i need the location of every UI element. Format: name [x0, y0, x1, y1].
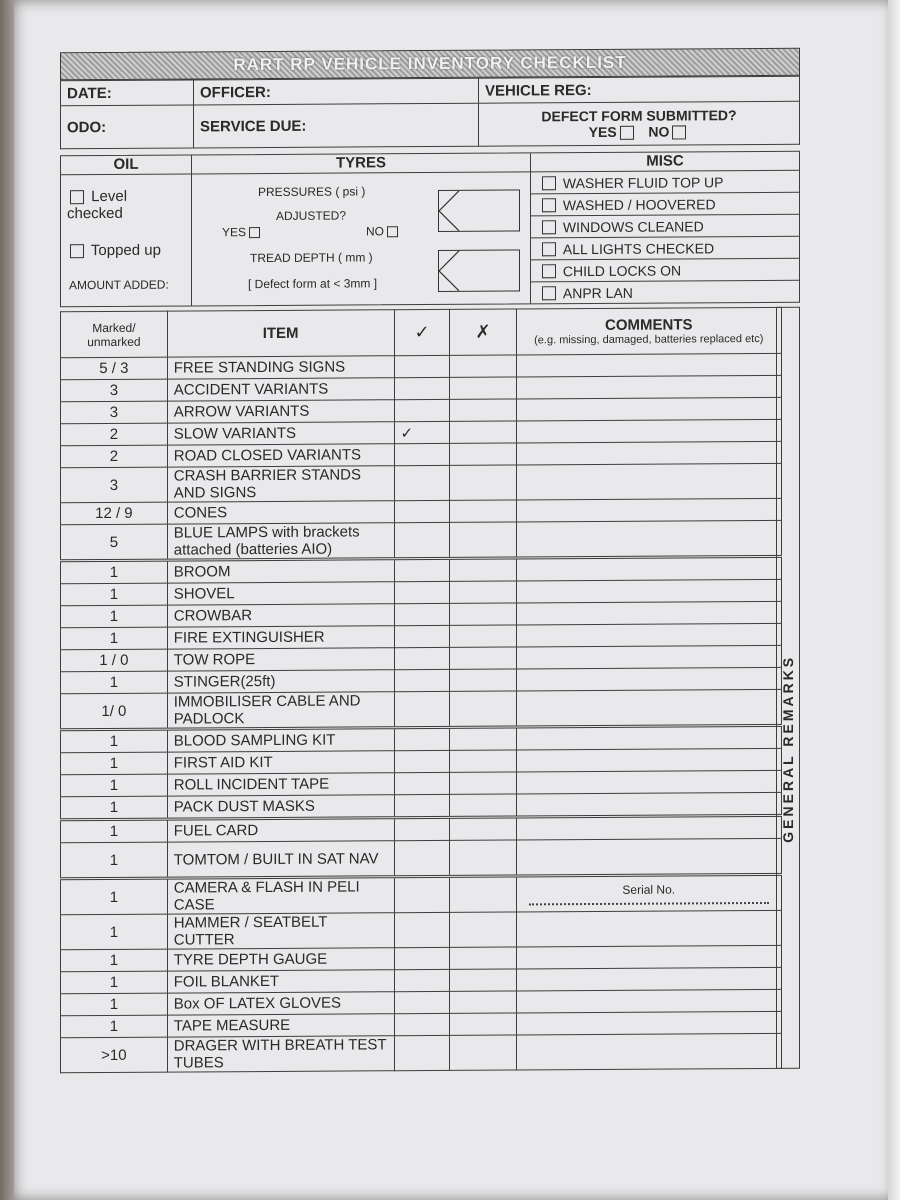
- comment-cell[interactable]: [516, 397, 781, 421]
- misc-checkbox[interactable]: [542, 242, 556, 256]
- col-marked-header: Marked/ unmarked: [61, 311, 168, 358]
- item-cell: ROLL INCIDENT TAPE: [167, 773, 394, 796]
- cross-cell[interactable]: [450, 465, 516, 500]
- cross-cell[interactable]: [450, 947, 516, 969]
- misc-checkbox[interactable]: [542, 198, 556, 212]
- qty-cell: 1: [61, 729, 168, 753]
- tick-cell[interactable]: [394, 647, 450, 669]
- col-tick-header: ✓: [394, 309, 450, 355]
- cross-cell[interactable]: [450, 817, 516, 840]
- item-cell: DRAGER WITH BREATH TEST TUBES: [167, 1036, 394, 1072]
- misc-checkbox[interactable]: [542, 264, 556, 278]
- item-cell: FUEL CARD: [167, 818, 394, 842]
- odo-field[interactable]: ODO:: [61, 105, 194, 149]
- cross-cell[interactable]: [450, 625, 516, 647]
- comment-cell[interactable]: [516, 874, 781, 912]
- misc-checkbox[interactable]: [542, 220, 556, 234]
- oil-heading: OIL: [61, 155, 191, 175]
- qty-cell: 1: [61, 627, 168, 650]
- qty-cell: 2: [61, 423, 168, 446]
- tick-cell[interactable]: [394, 581, 450, 603]
- comment-cell[interactable]: [516, 989, 781, 1013]
- tyres-section: [192, 153, 531, 305]
- tread-defect-note: [ Defect form at < 3mm ]: [248, 276, 378, 292]
- table-row: [61, 520, 782, 560]
- cross-cell[interactable]: [450, 772, 516, 794]
- misc-item-label: CHILD LOCKS ON: [562, 261, 682, 279]
- qty-cell: 1: [61, 971, 168, 994]
- comment-cell[interactable]: [516, 375, 781, 399]
- item-cell: FIRE EXTINGUISHER: [167, 626, 394, 649]
- tread-depth-label: TREAD DEPTH ( mm ): [250, 250, 373, 266]
- qty-cell: 1: [61, 842, 168, 879]
- misc-item-label: ANPR LAN: [562, 284, 633, 301]
- qty-cell: 3: [61, 467, 168, 503]
- comment-cell[interactable]: [516, 498, 781, 522]
- cross-cell[interactable]: [450, 1013, 516, 1035]
- paper-stack-edge: [888, 0, 900, 1200]
- tick-cell[interactable]: [394, 603, 450, 625]
- qty-cell: 5 / 3: [61, 357, 168, 380]
- item-cell: STINGER(25ft): [167, 670, 394, 693]
- tick-cell[interactable]: [394, 669, 450, 691]
- cross-cell[interactable]: [450, 669, 516, 691]
- tick-cell[interactable]: [394, 558, 450, 581]
- tick-cell[interactable]: [394, 1035, 450, 1070]
- qty-cell: 3: [61, 379, 168, 402]
- cross-cell[interactable]: [450, 355, 516, 377]
- tick-cell[interactable]: [394, 991, 450, 1013]
- cross-cell[interactable]: [450, 443, 516, 465]
- inventory-table-wrap: [60, 307, 796, 1073]
- cross-cell[interactable]: [450, 969, 516, 991]
- comment-cell[interactable]: [516, 353, 781, 377]
- qty-cell: 1/ 0: [61, 693, 168, 730]
- tick-cell[interactable]: [394, 443, 450, 465]
- form-title: RART RP VEHICLE INVENTORY CHECKLIST: [233, 52, 627, 75]
- cross-cell[interactable]: [450, 876, 516, 912]
- adjusted-yes-checkbox[interactable]: [249, 227, 260, 238]
- cross-cell[interactable]: [450, 912, 516, 947]
- item-cell: PACK DUST MASKS: [167, 795, 394, 819]
- comment-cell[interactable]: [516, 770, 781, 794]
- tick-cell[interactable]: [394, 876, 450, 912]
- item-cell: TYRE DEPTH GAUGE: [167, 948, 394, 971]
- car-outline-icon: [439, 190, 519, 230]
- comment-cell[interactable]: [516, 792, 781, 817]
- misc-item[interactable]: [531, 259, 799, 283]
- inventory-table: [60, 307, 782, 1073]
- comment-cell[interactable]: [516, 838, 781, 876]
- cross-cell[interactable]: [450, 603, 516, 625]
- cross-cell[interactable]: [450, 691, 516, 727]
- item-cell: SLOW VARIANTS: [167, 422, 394, 445]
- item-cell: TAPE MEASURE: [167, 1014, 394, 1037]
- qty-cell: 1: [61, 878, 168, 915]
- officer-field[interactable]: OFFICER:: [194, 78, 479, 105]
- tick-cell[interactable]: [394, 522, 450, 558]
- tick-cell[interactable]: [394, 377, 450, 399]
- item-cell: FREE STANDING SIGNS: [167, 356, 394, 379]
- comment-cell[interactable]: [516, 967, 781, 991]
- cross-cell[interactable]: [450, 647, 516, 669]
- qty-cell: 1: [61, 819, 168, 843]
- item-cell: TOW ROPE: [167, 648, 394, 671]
- misc-item[interactable]: [531, 215, 799, 239]
- tread-depth-diagram: [438, 249, 520, 292]
- misc-item-label: WINDOWS CLEANED: [562, 217, 704, 235]
- car-outline-icon: [439, 250, 519, 290]
- table-row: [61, 463, 782, 502]
- item-cell: ACCIDENT VARIANTS: [167, 378, 394, 401]
- item-cell: ARROW VARIANTS: [167, 400, 394, 423]
- comment-cell[interactable]: [516, 910, 781, 947]
- item-cell: BLUE LAMPS with brackets attached (batteries AIO): [167, 523, 394, 560]
- comment-cell[interactable]: [516, 579, 781, 603]
- qty-cell: 1: [61, 752, 168, 775]
- adjusted-label: ADJUSTED?: [276, 208, 347, 223]
- cross-cell[interactable]: [450, 840, 516, 876]
- comment-cell[interactable]: [516, 556, 781, 581]
- qty-cell: 5: [61, 524, 168, 561]
- item-cell: CONES: [167, 501, 394, 524]
- tick-cell[interactable]: [394, 399, 450, 421]
- qty-cell: 1: [61, 671, 168, 694]
- tick-cell[interactable]: [394, 840, 450, 876]
- qty-cell: 1 / 0: [61, 649, 168, 672]
- adjusted-no-label: NO: [366, 224, 384, 239]
- misc-item[interactable]: [531, 171, 799, 195]
- comment-cell[interactable]: [516, 1033, 781, 1070]
- tick-cell[interactable]: [394, 727, 450, 750]
- tick-cell[interactable]: [394, 969, 450, 991]
- item-cell: BROOM: [167, 559, 394, 583]
- qty-cell: 2: [61, 445, 168, 468]
- level-checked-checkbox[interactable]: [70, 190, 84, 204]
- col-comments-header: [516, 307, 781, 355]
- item-cell: BLOOD SAMPLING KIT: [167, 728, 394, 752]
- table-row: [61, 689, 782, 729]
- topped-up-label: Topped up: [90, 241, 161, 260]
- cross-cell[interactable]: [450, 794, 516, 817]
- item-cell: CROWBAR: [167, 604, 394, 627]
- qty-cell: 1: [61, 560, 168, 584]
- defect-form-label: DEFECT FORM SUBMITTED?: [541, 106, 737, 125]
- misc-item[interactable]: [531, 193, 799, 217]
- pressures-label: PRESSURES ( psi ): [258, 184, 366, 200]
- qty-cell: 1: [61, 774, 168, 797]
- misc-heading: MISC: [531, 152, 799, 173]
- qty-cell: 1: [61, 583, 168, 606]
- inventory-rows: [61, 353, 782, 1072]
- misc-checkbox[interactable]: [542, 286, 556, 300]
- qty-cell: 1: [61, 796, 168, 820]
- table-row: [61, 874, 782, 914]
- cross-cell[interactable]: [450, 399, 516, 421]
- defect-yes-label: YES: [588, 123, 617, 140]
- defect-yes-checkbox[interactable]: [620, 126, 634, 140]
- general-remarks-label: GENERAL REMARKS: [780, 654, 796, 843]
- tick-cell[interactable]: ✓: [394, 421, 450, 443]
- header-table: [60, 76, 800, 150]
- misc-item[interactable]: [531, 281, 799, 304]
- form-title-bar: [60, 48, 800, 81]
- checks-section: [60, 151, 800, 308]
- vehicle-reg-field[interactable]: VEHICLE REG:: [479, 76, 800, 103]
- serial-number-field[interactable]: [529, 902, 769, 905]
- tyres-heading: TYRES: [192, 153, 530, 174]
- level-checked-label: Level checked: [67, 187, 128, 223]
- item-cell: TOMTOM / BUILT IN SAT NAV: [167, 841, 394, 878]
- qty-cell: 1: [61, 1015, 168, 1038]
- col-item-header: ITEM: [167, 310, 394, 357]
- cross-cell[interactable]: [450, 522, 516, 558]
- date-field[interactable]: DATE:: [61, 80, 194, 106]
- cross-cell[interactable]: [450, 1035, 516, 1070]
- item-cell: CRASH BARRIER STANDS AND SIGNS: [167, 466, 394, 502]
- defect-form-cell: [479, 101, 800, 146]
- tick-cell[interactable]: [394, 772, 450, 794]
- tick-cell[interactable]: [394, 817, 450, 840]
- cross-cell[interactable]: [450, 421, 516, 443]
- item-cell: CAMERA & FLASH IN PELI CASE: [167, 877, 394, 914]
- comment-cell[interactable]: [516, 689, 781, 727]
- cross-cell[interactable]: [450, 750, 516, 772]
- adjusted-yes-label: YES: [222, 225, 247, 240]
- table-row: [61, 1033, 782, 1072]
- misc-checkbox[interactable]: [542, 176, 556, 190]
- service-due-field[interactable]: SERVICE DUE:: [194, 103, 479, 148]
- item-cell: FIRST AID KIT: [167, 751, 394, 774]
- cross-cell[interactable]: [450, 558, 516, 581]
- cross-cell[interactable]: [450, 581, 516, 603]
- comment-cell[interactable]: [516, 645, 781, 669]
- qty-cell: 1: [61, 605, 168, 628]
- oil-section: [61, 155, 192, 306]
- col-cross-header: ✗: [450, 309, 516, 355]
- amount-added-label: AMOUNT ADDED:: [69, 277, 169, 293]
- misc-item-label: WASHER FLUID TOP UP: [562, 173, 724, 191]
- comment-cell[interactable]: [516, 623, 781, 647]
- qty-cell: 3: [61, 401, 168, 424]
- item-cell: Box OF LATEX GLOVES: [167, 992, 394, 1015]
- comment-cell[interactable]: [516, 601, 781, 625]
- qty-cell: >10: [61, 1037, 168, 1073]
- item-cell: FOIL BLANKET: [167, 970, 394, 993]
- inventory-checklist-form: [60, 48, 800, 1074]
- tick-cell[interactable]: [394, 1013, 450, 1035]
- comment-cell[interactable]: [516, 945, 781, 969]
- cross-cell[interactable]: [450, 377, 516, 399]
- general-remarks-column[interactable]: [776, 307, 800, 1069]
- comment-cell[interactable]: [516, 1011, 781, 1035]
- misc-section: [531, 152, 799, 304]
- comment-cell[interactable]: [516, 815, 781, 840]
- table-row: [61, 910, 782, 949]
- comment-cell[interactable]: [516, 463, 781, 500]
- qty-cell: 1: [61, 993, 168, 1016]
- comment-cell[interactable]: [516, 441, 781, 465]
- topped-up-checkbox[interactable]: [70, 244, 84, 258]
- misc-item-label: ALL LIGHTS CHECKED: [562, 239, 715, 257]
- comment-cell[interactable]: [516, 520, 781, 558]
- serial-number-label: Serial No.: [622, 882, 676, 897]
- tick-cell[interactable]: [394, 500, 450, 522]
- qty-cell: 1: [61, 949, 168, 972]
- tick-cell[interactable]: [394, 355, 450, 377]
- item-cell: SHOVEL: [167, 582, 394, 605]
- comments-title: COMMENTS: [605, 316, 693, 334]
- table-row: [61, 838, 782, 878]
- qty-cell: 12 / 9: [61, 502, 168, 525]
- defect-no-label: NO: [648, 123, 670, 140]
- misc-item[interactable]: [531, 237, 799, 261]
- tick-cell[interactable]: [394, 465, 450, 500]
- adjusted-no-checkbox[interactable]: [387, 227, 398, 238]
- cross-cell[interactable]: [450, 500, 516, 522]
- tick-cell[interactable]: [394, 947, 450, 969]
- tyre-pressure-diagram: [438, 189, 520, 232]
- tick-cell[interactable]: [394, 912, 450, 947]
- comment-cell[interactable]: [516, 667, 781, 691]
- comment-cell[interactable]: [516, 725, 781, 750]
- cross-cell[interactable]: [450, 727, 516, 750]
- comment-cell[interactable]: [516, 419, 781, 443]
- misc-item-label: WASHED / HOOVERED: [562, 195, 716, 213]
- item-cell: ROAD CLOSED VARIANTS: [167, 444, 394, 467]
- comment-cell[interactable]: [516, 748, 781, 772]
- tick-cell[interactable]: [394, 691, 450, 727]
- cross-cell[interactable]: [450, 991, 516, 1013]
- tick-cell[interactable]: [394, 625, 450, 647]
- tick-cell[interactable]: [394, 794, 450, 817]
- defect-no-checkbox[interactable]: [672, 126, 686, 140]
- item-cell: HAMMER / SEATBELT CUTTER: [167, 913, 394, 949]
- item-cell: IMMOBILISER CABLE AND PADLOCK: [167, 692, 394, 729]
- tick-cell[interactable]: [394, 750, 450, 772]
- qty-cell: 1: [61, 914, 168, 950]
- comments-subtitle: (e.g. missing, damaged, batteries replaced etc): [534, 332, 764, 347]
